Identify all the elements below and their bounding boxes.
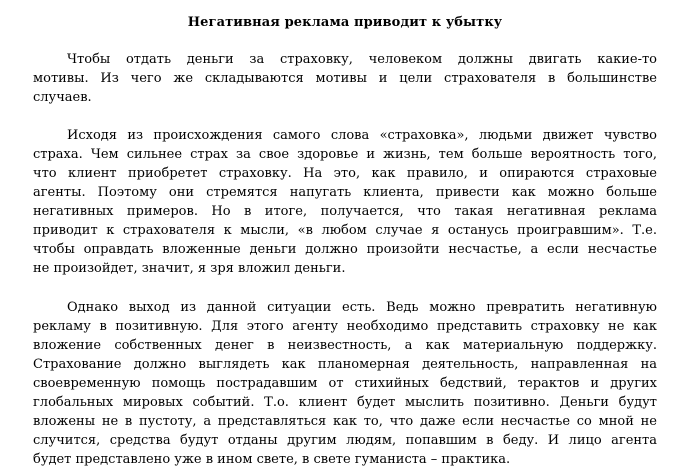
paragraph-line: рекламу в позитивную. Для этого агенту необходимо представить страховку не как xyxy=(33,319,657,334)
paragraph-line: приводит к страхователя к мысли, «в любом случае я останусь проигравшим». Т.е. xyxy=(33,223,657,238)
paragraph-line: глобальных мировых событий. Т.о. клиент будет мыслить позитивно. Деньги будут xyxy=(33,395,657,410)
paragraph-line: своевременную помощь пострадавшим от стихийных бедствий, терактов и других xyxy=(33,376,657,391)
paragraph-line: вложены не в пустоту, а представляться как то, что даже если несчастье со мной не xyxy=(33,414,657,429)
paragraph-line: не произойдет, значит, я зря вложил деньги. xyxy=(33,261,346,276)
paragraph-line: мотивы. Из чего же складываются мотивы и цели страхователя в большинстве xyxy=(33,71,657,86)
paragraph-line: агенты. Поэтому они стремятся напугать клиента, привести как можно больше xyxy=(33,185,657,200)
paragraph-line: вложение собственных денег в неизвестность, а как материальную поддержку. xyxy=(33,338,657,353)
paragraph-line: Однако выход из данной ситуации есть. Ведь можно превратить негативную xyxy=(67,300,657,315)
paragraph-line: что клиент приобретет страховку. На это, как правило, и опираются страховые xyxy=(33,166,657,181)
paragraph-line: Исходя из происхождения самого слова «страховка», людьми движет чувство xyxy=(67,128,657,143)
paragraph-line: страха. Чем сильнее страх за свое здоровье и жизнь, тем больше вероятность того, xyxy=(33,147,657,162)
paragraph-3 xyxy=(33,298,657,469)
paragraph-2 xyxy=(33,126,657,278)
paragraph-line: случится, средства будут отданы другим людям, попавшим в беду. И лицо агента xyxy=(33,433,657,448)
paragraph-line: будет представлено уже в ином свете, в свете гуманиста – практика. xyxy=(33,452,511,467)
paragraph-line: негативных примеров. Но в итоге, получается, что такая негативная реклама xyxy=(33,204,657,219)
paragraph-line: Чтобы отдать деньги за страховку, человеком должны двигать какие-то xyxy=(67,52,657,67)
paragraph-line: чтобы оправдать вложенные деньги должно произойти несчастье, а если несчастье xyxy=(33,242,657,257)
paragraph-1 xyxy=(33,50,657,107)
document-title: Негативная реклама приводит к убытку xyxy=(187,15,503,30)
paragraph-line: Страхование должно выглядеть как планомерная деятельность, направленная на xyxy=(33,357,657,372)
paragraph-line: случаев. xyxy=(33,90,92,105)
